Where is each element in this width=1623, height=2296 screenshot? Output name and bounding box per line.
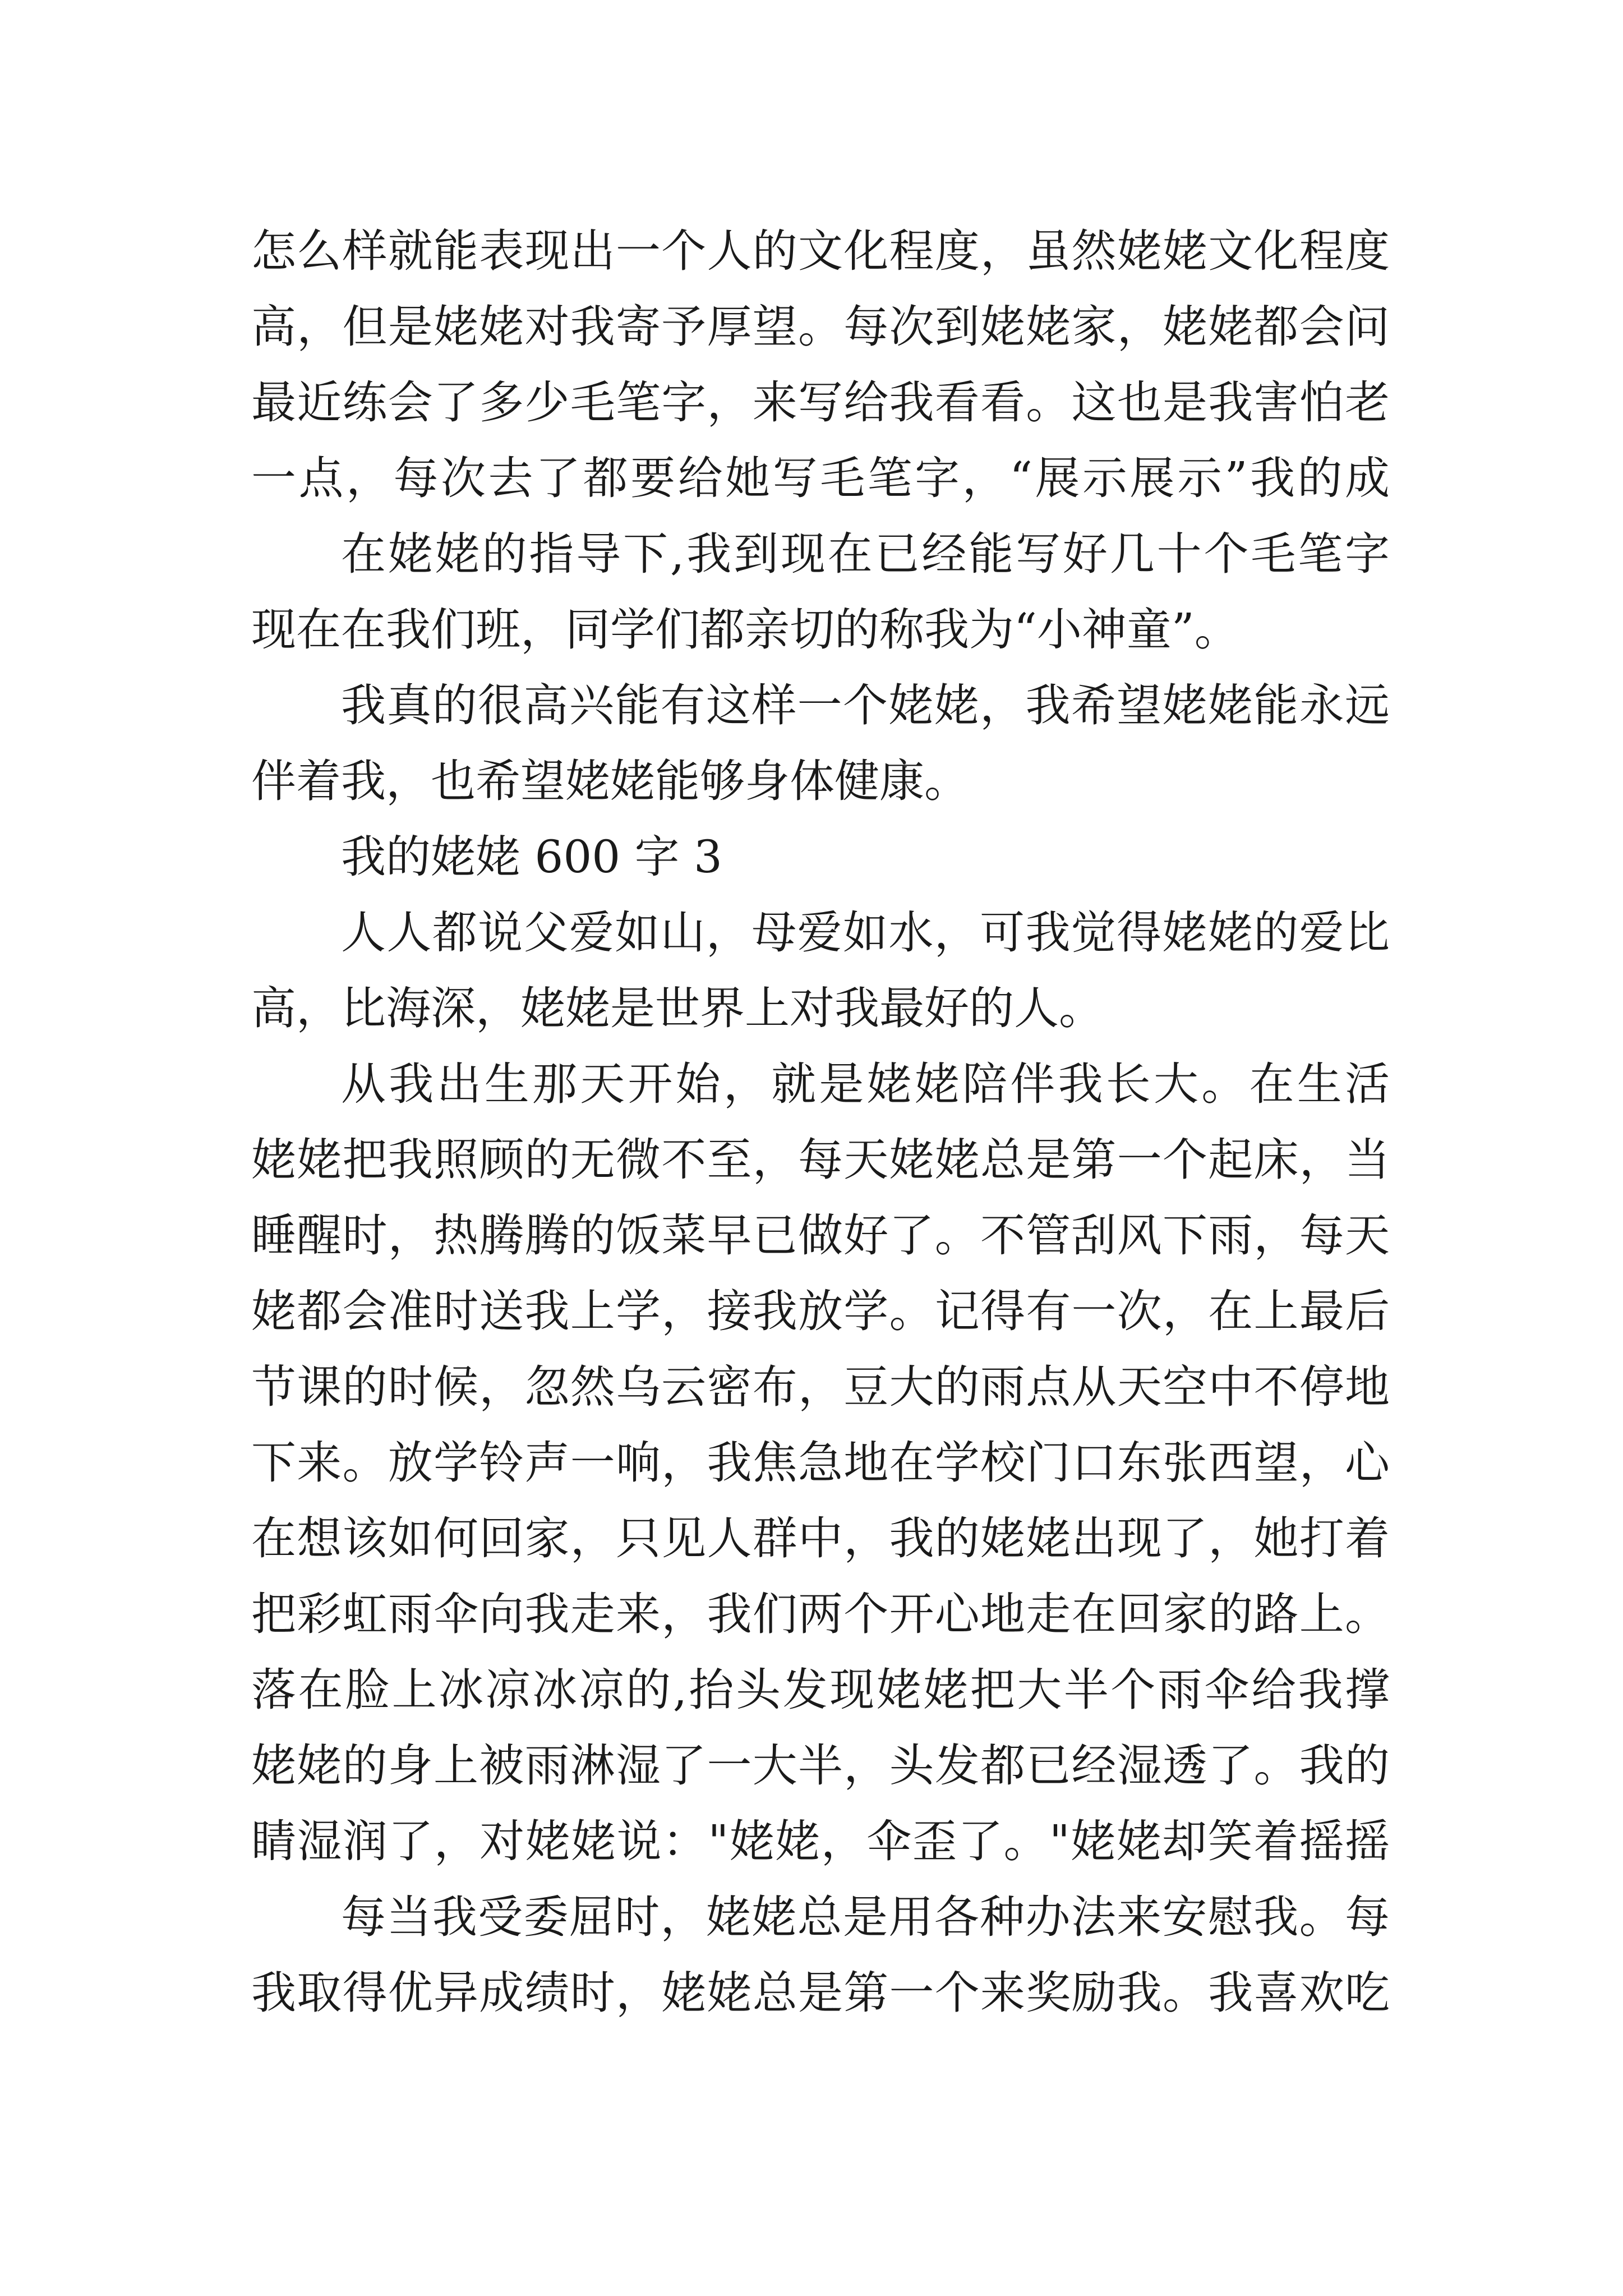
text-line: 在姥姥的指导下,我到现在已经能写好几十个毛笔字 bbox=[341, 528, 1390, 580]
text-line: 姥姥的身上被雨淋湿了一大半，头发都已经湿透了。我的 bbox=[251, 1740, 1390, 1792]
text-line: 节课的时候，忽然乌云密布，豆大的雨点从天空中不停地 bbox=[251, 1361, 1390, 1413]
text-line: 我真的很高兴能有这样一个姥姥，我希望姥姥能永远 bbox=[341, 679, 1390, 731]
text-line: 高，比海深，姥姥是世界上对我最好的人。 bbox=[251, 982, 1104, 1034]
text-line: 睛湿润了，对姥姥说："姥姥，伞歪了。"姥姥却笑着摇摇 bbox=[251, 1815, 1390, 1867]
text-line: 睡醒时，热腾腾的饭菜早已做好了。不管刮风下雨，每天 bbox=[251, 1209, 1390, 1262]
text-line: 姥都会准时送我上学，接我放学。记得有一次，在上最后 bbox=[251, 1285, 1390, 1337]
text-line: 最近练会了多少毛笔字，来写给我看看。这也是我害怕老 bbox=[251, 376, 1390, 429]
text-line: 怎么样就能表现出一个人的文化程度，虽然姥姥文化程度 bbox=[251, 225, 1390, 277]
text-line: 在想该如何回家，只见人群中，我的姥姥出现了，她打着 bbox=[251, 1512, 1390, 1565]
text-line: 落在脸上冰凉冰凉的,抬头发现姥姥把大半个雨伞给我撑 bbox=[251, 1664, 1390, 1716]
text-line: 我取得优异成绩时，姥姥总是第一个来奖励我。我喜欢吃 bbox=[251, 1967, 1390, 2019]
text-line: 从我出生那天开始，就是姥姥陪伴我长大。在生活 bbox=[341, 1058, 1390, 1110]
text-line: 把彩虹雨伞向我走来，我们两个开心地走在回家的路上。 bbox=[251, 1588, 1390, 1640]
text-line: 一点，每次去了都要给她写毛笔字，“展示展示”我的成 bbox=[251, 452, 1390, 504]
text-line: 每当我受委屈时，姥姥总是用各种办法来安慰我。每 bbox=[341, 1891, 1390, 1943]
text-line: 姥姥把我照顾的无微不至，每天姥姥总是第一个起床，当 bbox=[251, 1134, 1390, 1186]
body-text bbox=[251, 213, 1390, 2031]
text-line: 我的姥姥 600 字 3 bbox=[341, 831, 722, 883]
text-line: 高，但是姥姥对我寄予厚望。每次到姥姥家，姥姥都会问 bbox=[251, 301, 1390, 353]
text-line: 伴着我，也希望姥姥能够身体健康。 bbox=[251, 755, 969, 807]
text-line: 现在在我们班，同学们都亲切的称我为“小神童”。 bbox=[251, 604, 1239, 656]
text-line: 人人都说父爱如山，母爱如水，可我觉得姥姥的爱比 bbox=[341, 907, 1390, 959]
text-line: 下来。放学铃声一响，我焦急地在学校门口东张西望，心 bbox=[251, 1437, 1390, 1489]
